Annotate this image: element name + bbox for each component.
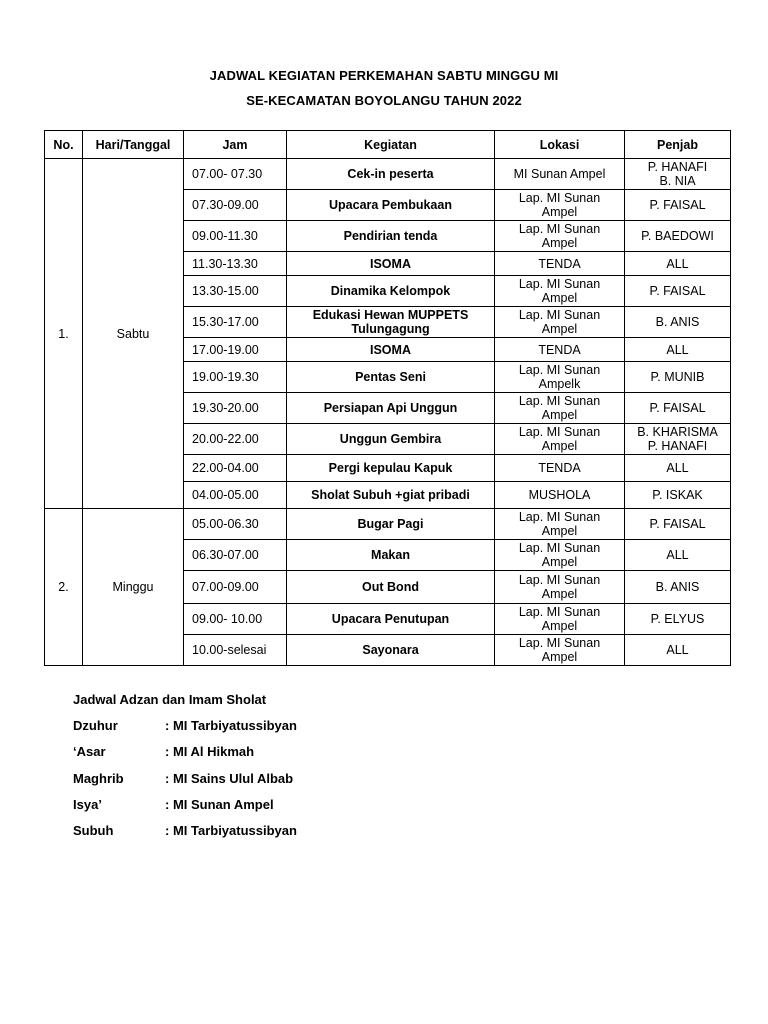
activity-cell: Edukasi Hewan MUPPETS Tulungagung: [287, 307, 495, 338]
location-cell: TENDA: [495, 252, 625, 276]
activity-cell: Out Bond: [287, 571, 495, 604]
person-in-charge-cell: ALL: [625, 635, 731, 666]
person-in-charge-cell: P. ISKAK: [625, 482, 731, 509]
group-number: 1.: [45, 159, 83, 509]
location-cell: MI Sunan Ampel: [495, 159, 625, 190]
location-cell: Lap. MI Sunan Ampel: [495, 540, 625, 571]
activity-cell: Upacara Penutupan: [287, 604, 495, 635]
prayer-assignee: : MI Tarbiyatussibyan: [165, 823, 297, 838]
prayer-row: [73, 718, 297, 733]
prayer-name: Isya’: [73, 797, 102, 812]
activity-cell: Upacara Pembukaan: [287, 190, 495, 221]
person-in-charge-cell: P. FAISAL: [625, 190, 731, 221]
person-in-charge-cell: B. ANIS: [625, 571, 731, 604]
person-in-charge-cell: ALL: [625, 338, 731, 362]
group-day: Minggu: [83, 509, 184, 666]
header-no: No.: [45, 131, 83, 159]
time-cell: 19.00-19.30: [184, 362, 287, 393]
group-day: Sabtu: [83, 159, 184, 509]
document-title: JADWAL KEGIATAN PERKEMAHAN SABTU MINGGU MI: [209, 68, 559, 83]
location-cell: Lap. MI Sunan Ampel: [495, 307, 625, 338]
person-in-charge-cell: P. BAEDOWI: [625, 221, 731, 252]
time-cell: 10.00-selesai: [184, 635, 287, 666]
time-cell: 11.30-13.30: [184, 252, 287, 276]
location-cell: MUSHOLA: [495, 482, 625, 509]
time-cell: 09.00-11.30: [184, 221, 287, 252]
activity-cell: ISOMA: [287, 252, 495, 276]
activity-cell: Dinamika Kelompok: [287, 276, 495, 307]
location-cell: Lap. MI Sunan Ampelk: [495, 362, 625, 393]
prayer-assignee: : MI Tarbiyatussibyan: [165, 718, 297, 733]
location-cell: Lap. MI Sunan Ampel: [495, 221, 625, 252]
prayer-assignee: : MI Sunan Ampel: [165, 797, 274, 812]
time-cell: 22.00-04.00: [184, 455, 287, 482]
header-location: Lokasi: [495, 131, 625, 159]
prayer-row: [73, 744, 254, 759]
prayer-row: [73, 771, 293, 786]
prayer-schedule-heading: Jadwal Adzan dan Imam Sholat: [73, 692, 267, 707]
time-cell: 13.30-15.00: [184, 276, 287, 307]
activity-cell: Pendirian tenda: [287, 221, 495, 252]
activity-cell: Unggun Gembira: [287, 424, 495, 455]
activity-cell: Pentas Seni: [287, 362, 495, 393]
prayer-assignee: : MI Al Hikmah: [165, 744, 255, 759]
header-activity: Kegiatan: [287, 131, 495, 159]
activity-cell: Makan: [287, 540, 495, 571]
time-cell: 07.30-09.00: [184, 190, 287, 221]
time-cell: 17.00-19.00: [184, 338, 287, 362]
person-in-charge-cell: P. FAISAL: [625, 393, 731, 424]
activity-cell: Sholat Subuh +giat pribadi: [287, 482, 495, 509]
table-header-row: [45, 131, 731, 159]
person-in-charge-cell: ALL: [625, 540, 731, 571]
prayer-name: Dzuhur: [73, 718, 118, 733]
schedule-body: [45, 159, 731, 666]
person-in-charge-cell: P. ELYUS: [625, 604, 731, 635]
table-row: [45, 509, 731, 540]
time-cell: 20.00-22.00: [184, 424, 287, 455]
time-cell: 04.00-05.00: [184, 482, 287, 509]
prayer-name: Subuh: [73, 823, 114, 838]
time-cell: 05.00-06.30: [184, 509, 287, 540]
location-cell: Lap. MI Sunan Ampel: [495, 635, 625, 666]
location-cell: Lap. MI Sunan Ampel: [495, 190, 625, 221]
schedule-table: [44, 130, 731, 666]
prayer-name: ‘Asar: [73, 744, 106, 759]
activity-cell: Cek-in peserta: [287, 159, 495, 190]
person-in-charge-cell: P. HANAFI B. NIA: [625, 159, 731, 190]
person-in-charge-cell: P. FAISAL: [625, 276, 731, 307]
group-number: 2.: [45, 509, 83, 666]
time-cell: 15.30-17.00: [184, 307, 287, 338]
time-cell: 07.00- 07.30: [184, 159, 287, 190]
location-cell: Lap. MI Sunan Ampel: [495, 276, 625, 307]
person-in-charge-cell: P. FAISAL: [625, 509, 731, 540]
header-day: Hari/Tanggal: [83, 131, 184, 159]
table-row: [45, 159, 731, 190]
prayer-row: [73, 797, 274, 812]
header-person-in-charge: Penjab: [625, 131, 731, 159]
location-cell: Lap. MI Sunan Ampel: [495, 571, 625, 604]
activity-cell: Pergi kepulau Kapuk: [287, 455, 495, 482]
activity-cell: Sayonara: [287, 635, 495, 666]
time-cell: 09.00- 10.00: [184, 604, 287, 635]
time-cell: 06.30-07.00: [184, 540, 287, 571]
prayer-assignee: : MI Sains Ulul Albab: [165, 771, 294, 786]
prayer-row: [73, 823, 297, 838]
location-cell: Lap. MI Sunan Ampel: [495, 424, 625, 455]
time-cell: 07.00-09.00: [184, 571, 287, 604]
location-cell: Lap. MI Sunan Ampel: [495, 509, 625, 540]
person-in-charge-cell: ALL: [625, 455, 731, 482]
person-in-charge-cell: B. KHARISMA P. HANAFI: [625, 424, 731, 455]
document-subtitle: SE-KECAMATAN BOYOLANGU TAHUN 2022: [246, 93, 522, 108]
person-in-charge-cell: ALL: [625, 252, 731, 276]
activity-cell: Persiapan Api Unggun: [287, 393, 495, 424]
location-cell: TENDA: [495, 338, 625, 362]
header-time: Jam: [184, 131, 287, 159]
location-cell: TENDA: [495, 455, 625, 482]
person-in-charge-cell: B. ANIS: [625, 307, 731, 338]
prayer-name: Maghrib: [73, 771, 124, 786]
activity-cell: Bugar Pagi: [287, 509, 495, 540]
location-cell: Lap. MI Sunan Ampel: [495, 393, 625, 424]
person-in-charge-cell: P. MUNIB: [625, 362, 731, 393]
time-cell: 19.30-20.00: [184, 393, 287, 424]
activity-cell: ISOMA: [287, 338, 495, 362]
location-cell: Lap. MI Sunan Ampel: [495, 604, 625, 635]
